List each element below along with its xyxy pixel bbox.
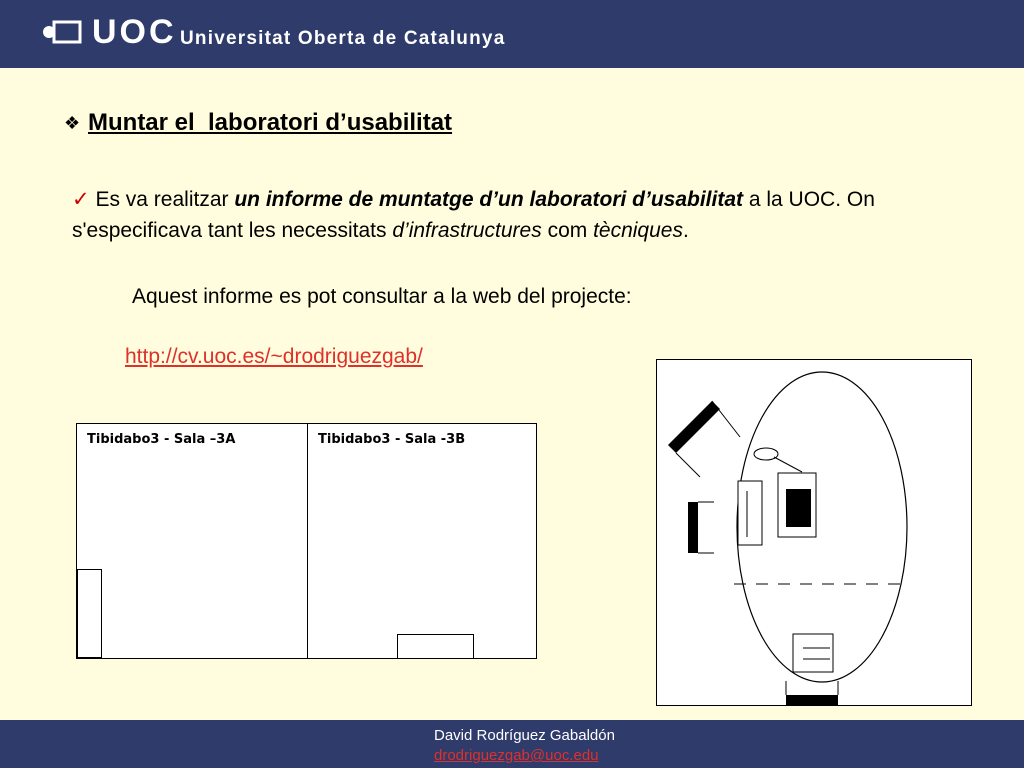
paragraph-text-3: com xyxy=(541,219,594,242)
entrance-bar xyxy=(786,695,838,705)
consult-text: Aquest informe es pot consultar a la web del projecte: xyxy=(132,285,632,308)
bracket-panel xyxy=(688,502,698,553)
slide-heading: Muntar el laboratori d’usabilitat xyxy=(88,109,453,136)
room-a-label: Tibidabo3 - Sala –3A xyxy=(87,432,236,447)
camera-shape xyxy=(754,448,778,460)
uoc-logo-icon xyxy=(42,18,82,46)
logo-university-name: Universitat Oberta de Catalunya xyxy=(180,28,506,49)
paragraph-text-4: . xyxy=(682,219,689,242)
room-divider xyxy=(307,424,308,659)
paragraph-text-2: a la UOC. On s'especificava tant les necessitats xyxy=(72,188,875,242)
paragraph-emphasis-1: un informe de muntatge d’un laboratori d’usabilitat xyxy=(234,188,744,211)
description-paragraph xyxy=(72,184,972,246)
project-link[interactable]: http://cv.uoc.es/~drodriguezgab/ xyxy=(125,345,423,368)
observer-desk-outline xyxy=(793,634,833,672)
room-a-door xyxy=(77,569,102,658)
paragraph-emphasis-3: tècniques xyxy=(593,219,683,242)
diamond-bullet-icon: ❖ xyxy=(64,113,81,133)
author-email-link[interactable]: drodriguezgab@uoc.edu xyxy=(434,747,599,764)
lab-floorplan-diagram xyxy=(656,359,972,706)
author-name: David Rodríguez Gabaldón xyxy=(434,727,615,744)
room-b-door xyxy=(397,634,474,659)
check-icon: ✓ xyxy=(72,188,90,211)
rooms-plan xyxy=(76,423,537,659)
paragraph-text-1: Es va realitzar xyxy=(89,188,235,211)
paragraph-emphasis-2: d’infrastructures xyxy=(392,219,542,242)
header-bar xyxy=(0,0,1024,68)
monitor-shape xyxy=(786,489,811,527)
room-b-label: Tibidabo3 - Sala -3B xyxy=(318,432,466,447)
side-desk-outline xyxy=(738,481,762,545)
logo-short-text: UOC xyxy=(92,13,177,51)
